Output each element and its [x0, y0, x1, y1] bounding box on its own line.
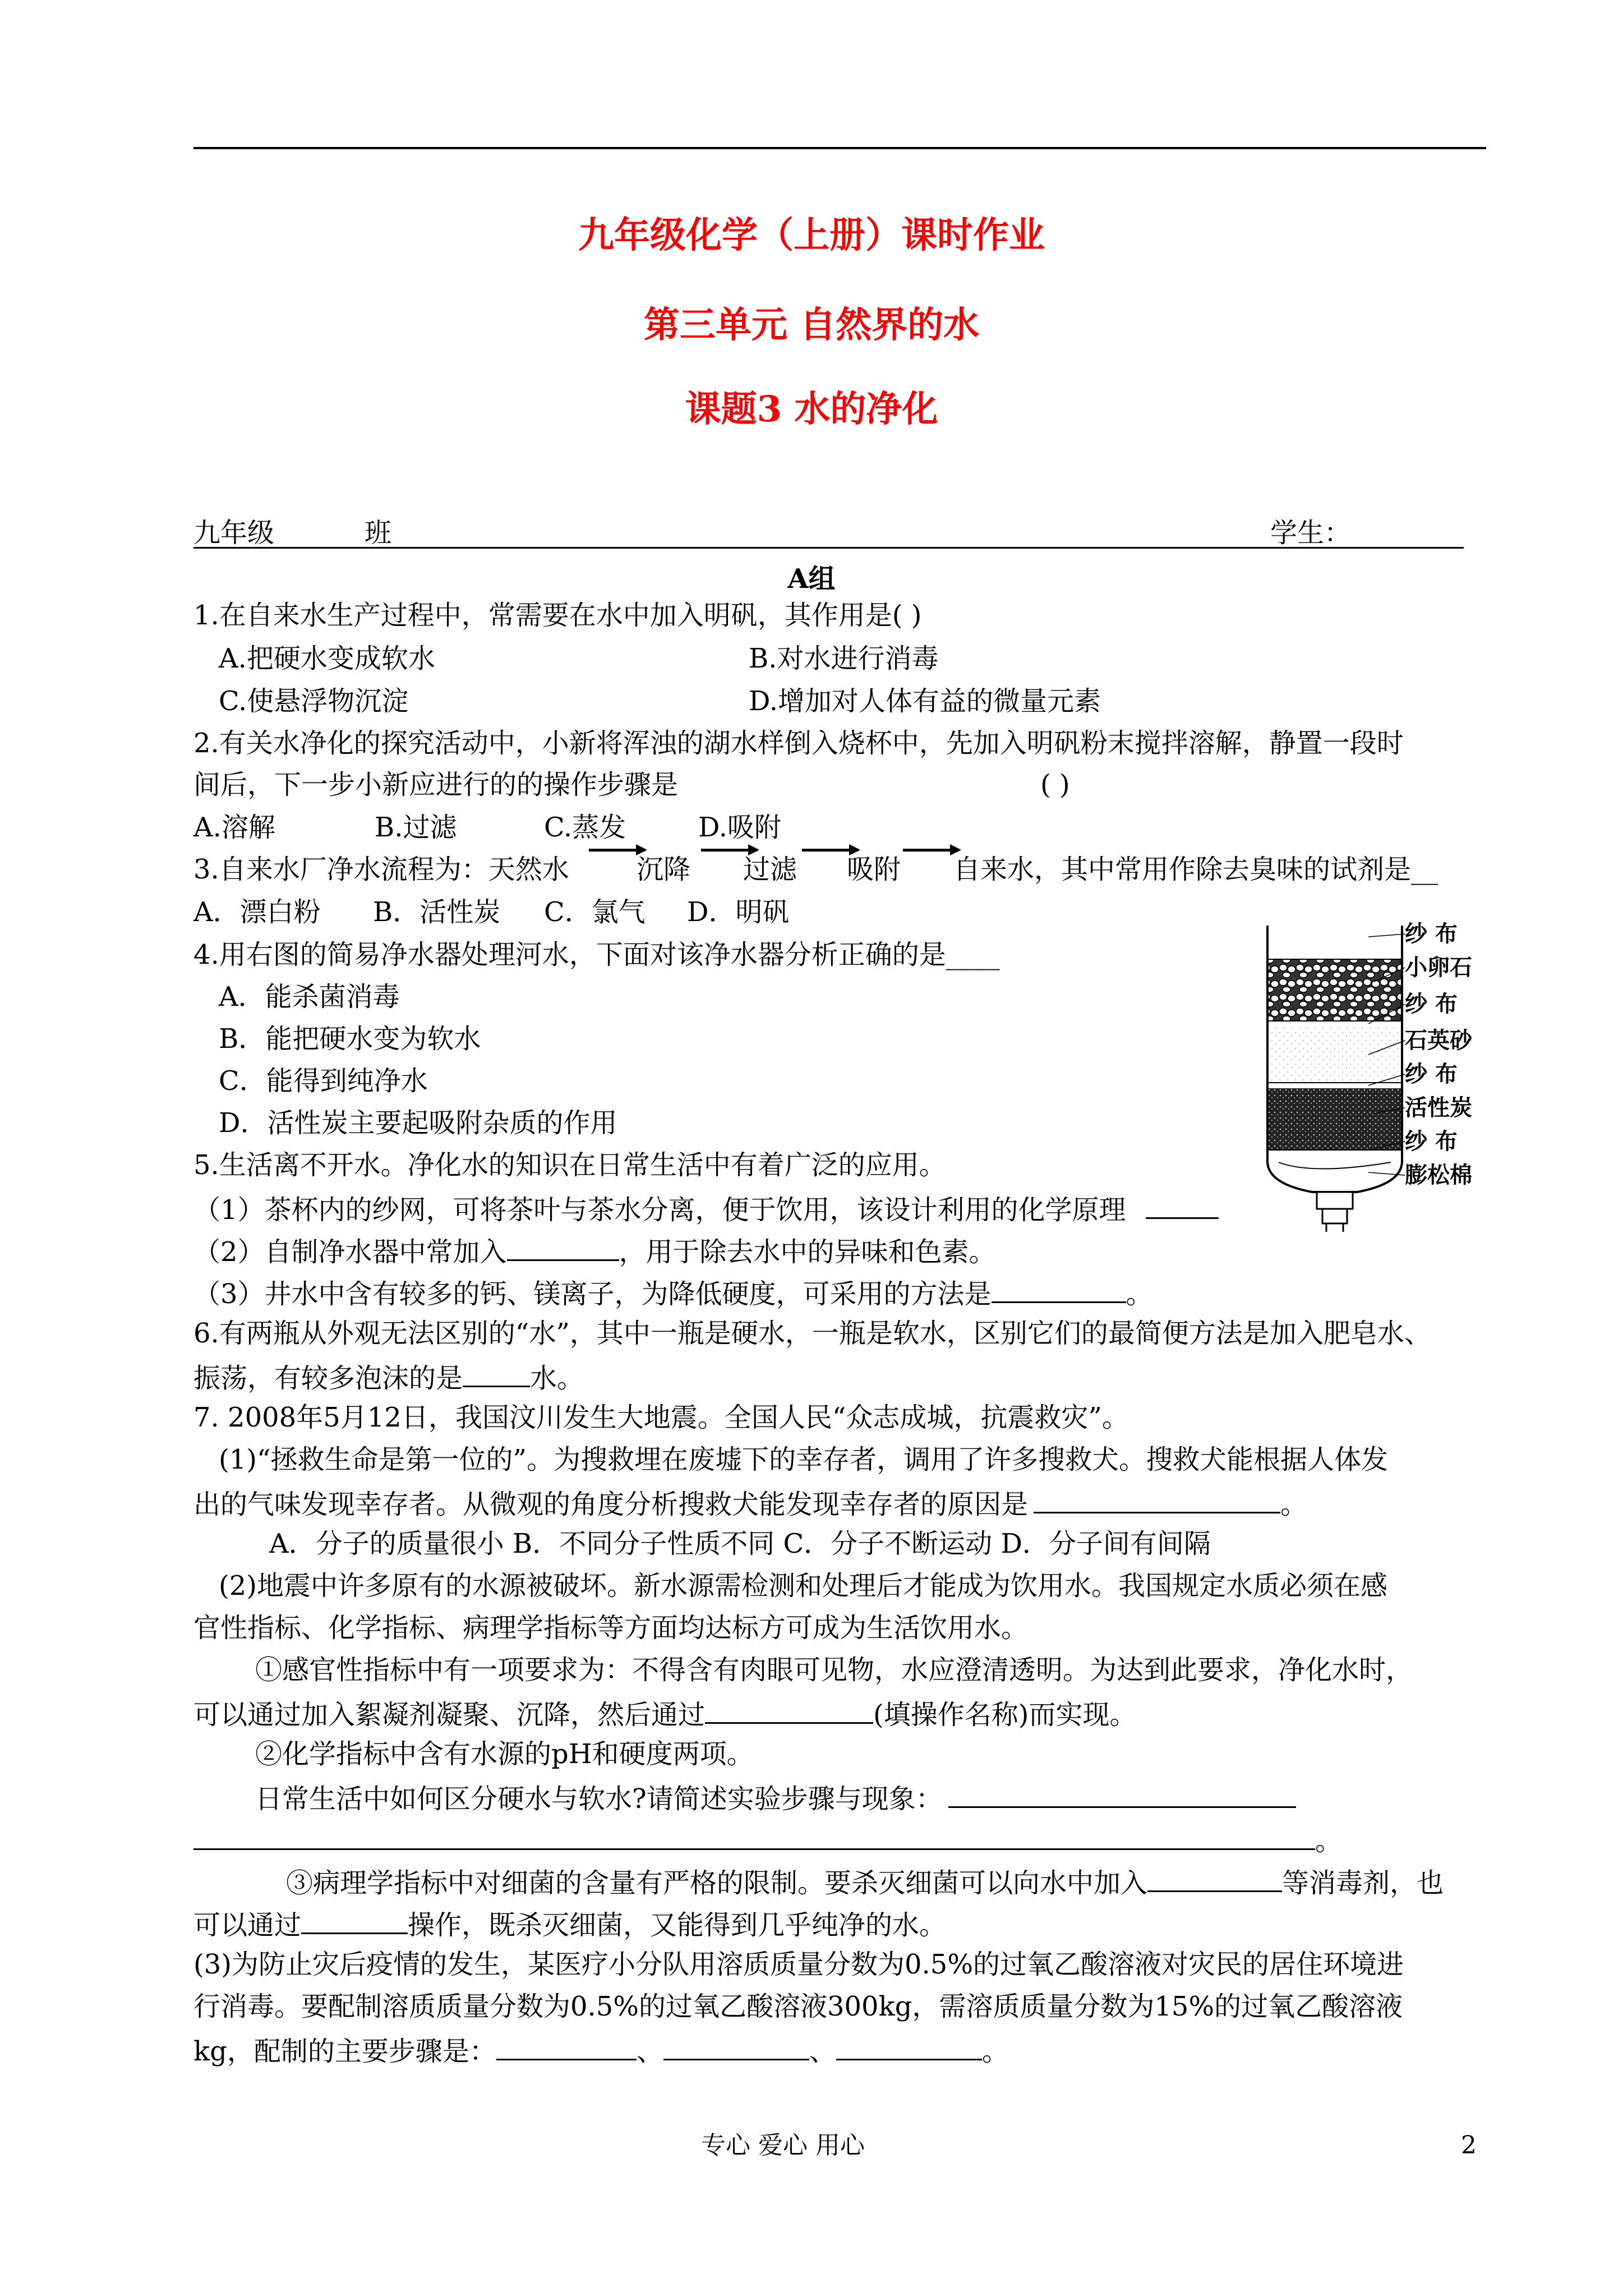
q7-part2-line2: 官性指标、化学指标、病理学指标等方面均达标方可成为生活饮用水。 [193, 1612, 1029, 1644]
q3-option-b: B．活性炭 [373, 896, 501, 928]
q7-sub2-blank[interactable] [948, 1778, 1296, 1808]
q4-option-d: D．活性炭主要起吸附杂质的作用 [219, 1107, 617, 1139]
q7-part1-end: 。 [1280, 1489, 1308, 1520]
q7-part3-blank2[interactable] [663, 2031, 809, 2060]
q2-paren: ( ) [1040, 769, 1070, 800]
q3-option-c: C．氯气 [544, 896, 645, 928]
q3-suffix: 自来水，其中常用作除去臭味的试剂是__ [953, 854, 1438, 885]
figure-label: 纱 布 [1405, 991, 1458, 1017]
q1-stem: 1.在自来水生产过程中，常需要在水中加入明矾，其作用是( ) [193, 600, 922, 631]
q7-sub2-blank-line2[interactable] [193, 1820, 1315, 1850]
q7-sub3-blank[interactable] [1147, 1862, 1282, 1892]
q2-option-d: D.吸附 [698, 812, 782, 843]
unit-title: 第三单元 自然界的水 [643, 304, 980, 346]
q4-stem: 4.用右图的简易净水器处理河水，下面对该净水器分析正确的是____ [193, 939, 1000, 970]
q2-option-c: C.蒸发 [544, 812, 626, 843]
q7-sub2-question: 日常生活中如何区分硬水与软水?请简述实验步骤与现象： [255, 1783, 943, 1815]
q5-part1: （1）茶杯内的纱网，可将茶叶与茶水分离，便于饮用，该设计利用的化学原理 [193, 1194, 1126, 1226]
q7-part1-line1: (1)“拯救生命是第一位的”。为搜救埋在废墟下的幸存者，调用了许多搜救犬。搜救犬能根据人体发 [219, 1444, 1389, 1475]
q2-line1: 2.有关水净化的探究活动中，小新将浑浊的湖水样倒入烧杯中，先加入明矾粉末搅拌溶解，静置一段时 [193, 728, 1404, 759]
q2-option-a: A.溶解 [193, 812, 275, 843]
q4-option-c: C．能得到纯净水 [219, 1065, 428, 1097]
q7-sub2-end: 。 [1315, 1825, 1343, 1857]
q5-part2-text: （2）自制净水器中常加入 [193, 1236, 507, 1268]
q5-part3-text-end: 。 [1126, 1278, 1153, 1310]
q3-prefix: 3.自来水厂净水流程为：天然水 [193, 854, 569, 885]
q7-part3-blank3[interactable] [836, 2031, 982, 2060]
q6-line2-end: 水。 [530, 1363, 584, 1394]
q7-sub1-line2-end: (填操作名称)而实现。 [873, 1699, 1137, 1731]
q5-part2-blank[interactable] [507, 1231, 619, 1261]
q7-stem: 7. 2008年5月12日，我国汶川发生大地震。全国人民“众志成城，抗震救灾”。 [193, 1402, 1129, 1433]
figure-label: 膨松棉 [1405, 1162, 1472, 1188]
q7-sub3-line2: 可以通过 [193, 1910, 302, 1941]
q7-part1-blank[interactable] [1034, 1484, 1280, 1513]
q1-option-d: D.增加对人体有益的微量元素 [749, 685, 1101, 717]
q3-option-d: D．明矾 [687, 896, 790, 928]
q2-option-b: B.过滤 [375, 812, 457, 843]
figure-label: 小卵石 [1405, 954, 1472, 981]
q4-option-a: A．能杀菌消毒 [219, 981, 400, 1013]
header-rule [193, 147, 1486, 149]
q5-stem: 5.生活离不开水。净化水的知识在日常生活中有着广泛的应用。 [193, 1149, 946, 1181]
q2-line2: 间后，下一步小新应进行的的操作步骤是 [193, 769, 679, 800]
q3-option-a: A．漂白粉 [193, 896, 321, 928]
q3-step-filter: 过滤 [743, 854, 797, 885]
q7-sub1-line1: ①感官性指标中有一项要求为：不得含有肉眼可见物，水应澄清透明。为达到此要求，净化水时， [255, 1654, 1413, 1686]
q7-sub3-blank2[interactable] [301, 1904, 408, 1934]
q7-sub1-line2: 可以通过加入絮凝剂凝聚、沉降，然后通过 [193, 1699, 706, 1731]
q1-option-b: B.对水进行消毒 [749, 643, 939, 674]
q7-sub3-line2-end: 操作，既杀灭细菌，又能得到几乎纯净的水。 [408, 1910, 947, 1941]
document-title: 九年级化学（上册）课时作业 [578, 214, 1045, 256]
q3-step-adsorb: 吸附 [847, 854, 901, 885]
q7-part3-line1: (3)为防止灾后疫情的发生，某医疗小分队用溶质质量分数为0.5%的过氧乙酸溶液对灾民的居住环境进 [193, 1949, 1404, 1980]
q7-part1-line2: 出的气味发现幸存者。从微观的角度分析搜救犬能发现幸存者的原因是 [193, 1489, 1029, 1520]
q7-sub3-line1: ③病理学指标中对细菌的含量有严格的限制。要杀灭细菌可以向水中加入 [286, 1867, 1148, 1899]
q7-part3-end: 。 [981, 2036, 1009, 2067]
info-underline [193, 547, 1464, 549]
q1-option-c: C.使悬浮物沉淀 [219, 685, 409, 717]
q7-part1-options: A．分子的质量很小 B．不同分子性质不同 C．分子不断运动 D．分子间有间隔 [269, 1528, 1211, 1559]
q5-part3-text: （3）井水中含有较多的钙、镁离子，为降低硬度，可采用的方法是 [193, 1278, 992, 1310]
q6-blank[interactable] [463, 1358, 530, 1387]
class-label: 班 [365, 517, 392, 549]
figure-label: 纱 布 [1405, 1128, 1458, 1154]
q5-part1-blank[interactable] [1146, 1189, 1219, 1219]
figure-label: 石英砂 [1405, 1027, 1472, 1053]
figure-label: 活性炭 [1405, 1094, 1472, 1121]
q6-line1: 6.有两瓶从外观无法区别的“水”，其中一瓶是硬水，一瓶是软水，区别它们的最简便方法是加入肥皂水、 [193, 1318, 1431, 1349]
q7-part3-line2: 行消毒。要配制溶质质量分数为0.5%的过氧乙酸溶液300kg，需溶质质量分数为15%的过氧乙酸溶液 [193, 1991, 1403, 2022]
q7-part3-blank1[interactable] [496, 2031, 637, 2060]
footer-motto: 专心 爱心 用心 [701, 2131, 865, 2160]
lesson-title: 课题3 水的净化 [685, 388, 938, 430]
q5-part3-blank[interactable] [992, 1273, 1126, 1303]
q1-option-a: A.把硬水变成软水 [219, 643, 435, 674]
q7-sub3-line1-end: 等消毒剂，也 [1282, 1867, 1444, 1899]
q7-part3-sep: 、 [636, 2036, 663, 2067]
q5-part2-text-end: ，用于除去水中的异味和色素。 [619, 1236, 996, 1268]
figure-label: 纱 布 [1405, 1061, 1458, 1087]
figure-label: 纱 布 [1405, 921, 1458, 947]
group-heading: A组 [787, 563, 836, 595]
q6-line2-text: 振荡，有较多泡沫的是 [193, 1363, 463, 1394]
q4-option-b: B．能把硬水变为软水 [219, 1023, 481, 1055]
water-filter-figure [1262, 920, 1408, 1234]
q7-part3-line3: kg，配制的主要步骤是： [193, 2036, 496, 2067]
q7-sub1-blank[interactable] [705, 1694, 873, 1724]
flow-arrow-icon [903, 849, 959, 852]
page-number: 2 [1461, 2131, 1477, 2160]
grade-label: 九年级 [193, 517, 275, 549]
q7-part2-line1: (2)地震中许多原有的水源被破坏。新水源需检测和处理后才能成为饮用水。我国规定水质必须在感 [219, 1570, 1387, 1602]
q3-step-settle: 沉降 [637, 854, 691, 885]
q7-sub2: ②化学指标中含有水源的pH和硬度两项。 [255, 1738, 754, 1770]
student-label: 学生： [1270, 517, 1352, 549]
q7-part3-sep: 、 [809, 2036, 836, 2067]
